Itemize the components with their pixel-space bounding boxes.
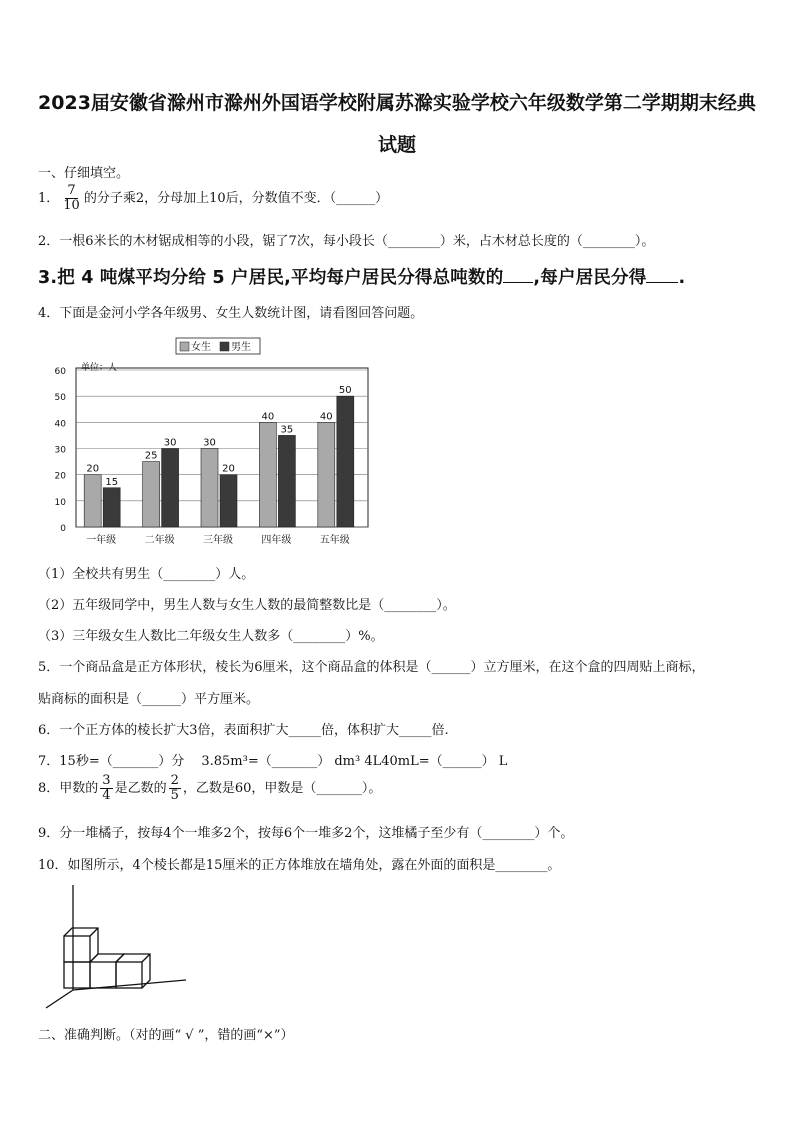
question-7: 7．15秒=（_______）分 3.85m³=（_______） dm³ 4L40mL=（______） L — [38, 754, 508, 769]
question-4-part-1: （1）全校共有男生（________）人。 — [38, 567, 255, 582]
bar-boys — [278, 435, 295, 527]
bar-boys — [337, 396, 354, 527]
question-4: 4．下面是金河小学各年级男、女生人数统计图，请看图回答问题。 — [38, 306, 424, 321]
bar-girls — [143, 462, 160, 527]
question-10: 10．如图所示，4个棱长都是15厘米的正方体堆放在墙角处，露在外面的面积是________。 — [38, 858, 561, 873]
question-9: 9．分一堆橘子，按每4个一堆多2个，按每6个一堆多2个，这堆橘子至少有（________）个。 — [38, 826, 574, 841]
bar-girls — [259, 422, 276, 527]
y-tick-label: 50 — [54, 393, 66, 404]
data-label: 25 — [144, 450, 158, 462]
bar-chart — [36, 330, 376, 550]
cube-bottom-3 — [116, 954, 150, 988]
legend-swatch-boys — [220, 342, 229, 351]
data-label: 20 — [222, 463, 235, 475]
stacked-cubes-figure — [38, 880, 188, 1015]
answer-blank — [646, 282, 678, 283]
question-2: 2．一根6米长的木材锯成相等的小段，锯了7次，每小段长（________）米，占木材总长度的（________）。 — [38, 234, 655, 249]
y-tick-label: 60 — [54, 367, 66, 377]
fraction: $\frac{2}{5}$ — [170, 773, 179, 803]
fraction: $\frac{7}{10}$ — [63, 183, 80, 213]
x-tick-label: 四年级 — [261, 535, 292, 546]
cube-bottom-1 — [64, 962, 90, 988]
bar-boys — [103, 488, 120, 527]
question-number: 1． — [38, 191, 60, 206]
x-tick-label: 三年级 — [203, 535, 233, 546]
y-tick-label: 40 — [54, 419, 66, 430]
question-1 — [38, 184, 388, 213]
x-tick-label: 五年级 — [319, 535, 350, 546]
question-8: 8．甲数的 $\frac{3}{4}$ 是乙数的 $\frac{2}{5}$ ，乙数是60，甲数是（_______）。 — [38, 773, 382, 803]
legend-label-girls: 女生 — [191, 342, 211, 353]
fraction: $\frac{3}{4}$ — [102, 773, 111, 803]
answer-blank — [503, 282, 533, 283]
legend-label-boys: 男生 — [231, 342, 251, 353]
question-4-part-2: （2）五年级同学中，男生人数与女生人数的最简整数比是（________）。 — [38, 598, 456, 613]
y-tick-label: 20 — [54, 471, 66, 482]
y-tick-label: 10 — [54, 497, 66, 508]
data-label: 35 — [280, 424, 294, 436]
cube-top — [64, 928, 98, 962]
page-title-line2: 试题 — [377, 134, 416, 156]
bar-boys — [220, 475, 237, 527]
y-tick-label: 0 — [60, 524, 66, 534]
data-label: 30 — [163, 437, 177, 449]
floor-edge-left — [46, 990, 73, 1008]
question-6: 6．一个正方体的棱长扩大3倍，表面积扩大_____倍，体积扩大_____倍. — [38, 723, 449, 738]
data-label: 40 — [261, 411, 275, 423]
y-tick-label: 30 — [54, 445, 66, 456]
data-label: 50 — [338, 385, 352, 397]
data-label: 30 — [203, 437, 216, 449]
bar-boys — [162, 449, 179, 528]
question-text: 的分子乘2，分母加上10后，分数值不变．（______） — [83, 191, 389, 206]
question-4-part-3: （3）三年级女生人数比二年级女生人数多（________）%。 — [38, 629, 384, 644]
section-2-heading: 二、准确判断。（对的画“ √ ”，错的画“×”） — [38, 1028, 294, 1043]
x-tick-label: 一年级 — [86, 535, 117, 546]
bar-girls — [201, 449, 218, 528]
bar-girls — [84, 475, 101, 527]
page-title: 2023届安徽省滁州市滁州外国语学校附属苏滁实验学校六年级数学第二学期期末经典 — [38, 92, 756, 114]
x-tick-label: 二年级 — [144, 535, 175, 546]
question-5: 5．一个商品盒是正方体形状，棱长为6厘米，这个商品盒的体积是（______）立方厘米，在这个盒的四周贴上商标， — [38, 660, 705, 675]
section-1-heading: 一、仔细填空。 — [38, 166, 130, 181]
bar-girls — [318, 422, 335, 527]
question-3: 3.把 4 吨煤平均分给 5 户居民,平均每户居民分得总吨数的 ,每户居民分得 . — [38, 268, 686, 288]
question-5-line-2: 贴商标的面积是（______）平方厘米。 — [38, 692, 260, 707]
data-label: 15 — [105, 476, 119, 488]
data-label: 20 — [86, 463, 100, 475]
data-label: 40 — [319, 411, 333, 423]
unit-label: 单位：人 — [81, 363, 118, 373]
legend-swatch-girls — [180, 342, 189, 351]
